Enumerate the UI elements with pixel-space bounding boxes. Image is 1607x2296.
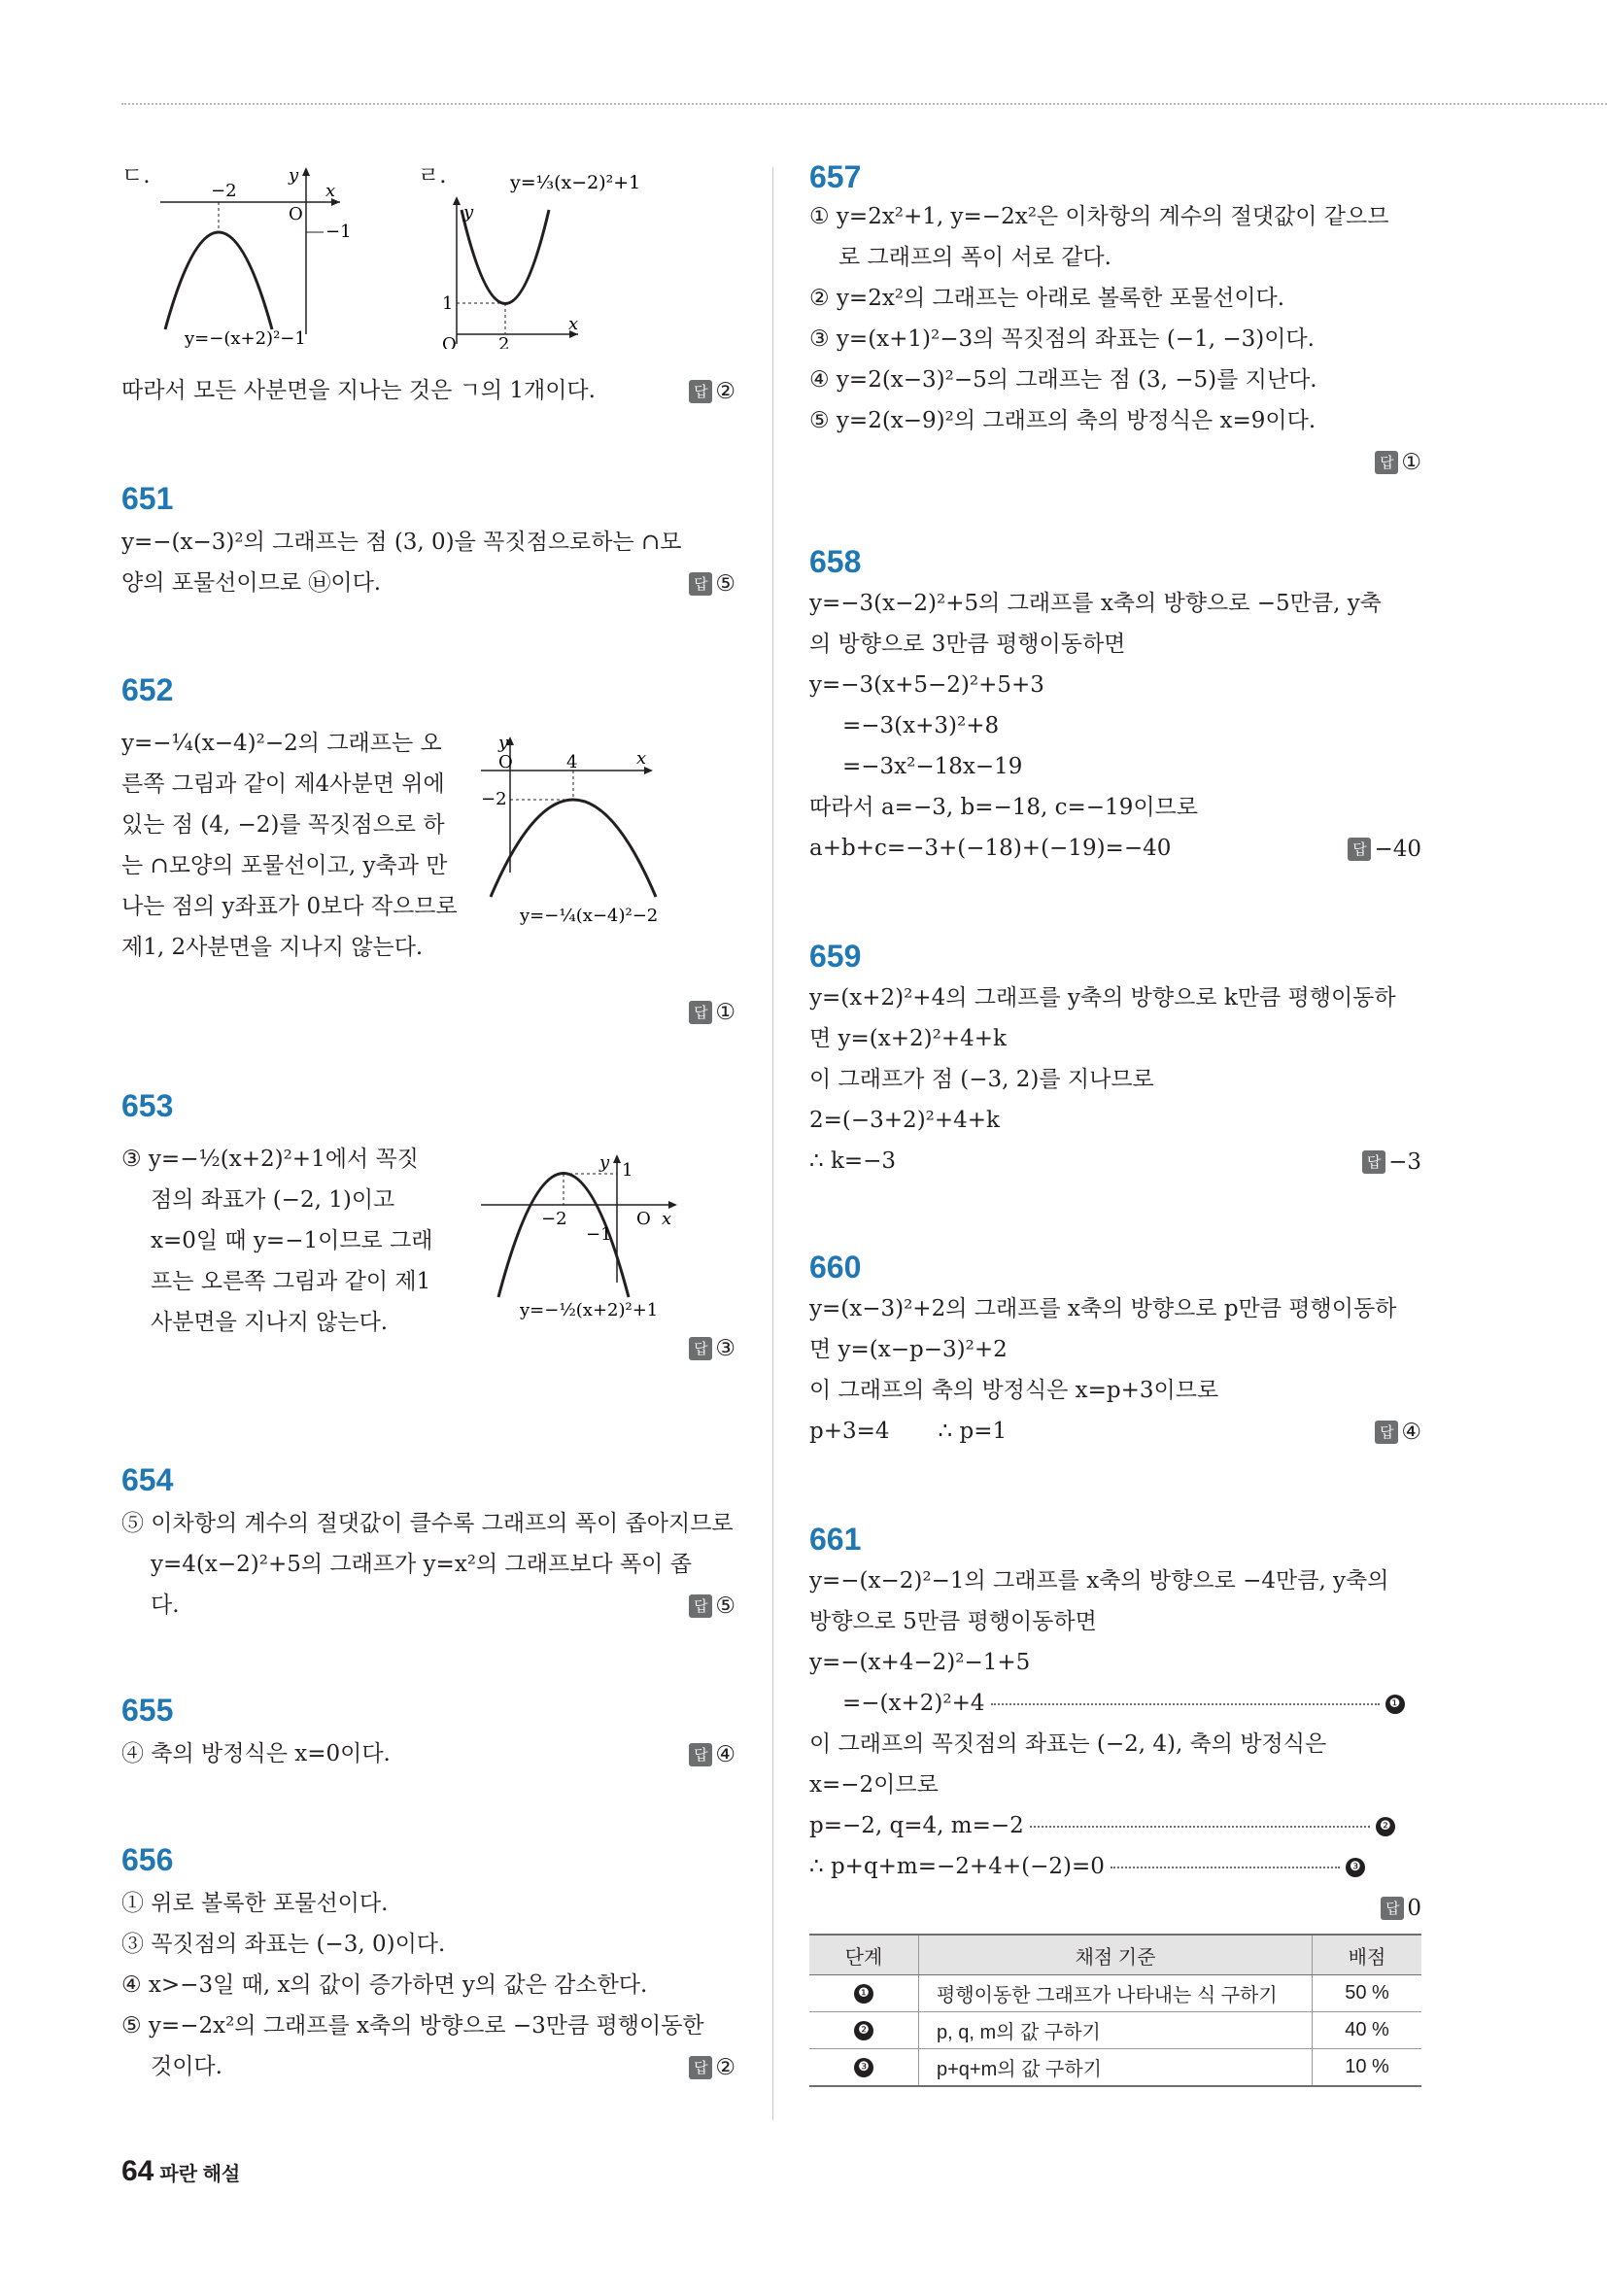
text-line: ① 위로 볼록한 포물선이다. — [121, 1891, 389, 1916]
text-line: y=(x−3)²+2의 그래프를 x축의 방향으로 p만큼 평행이동하 — [809, 1296, 1397, 1321]
text-line: p=−2, q=4, m=−2 ❷ — [809, 1805, 1421, 1846]
answer: 답 ④ — [689, 1733, 735, 1775]
graph-652 — [481, 727, 734, 926]
grading-table — [809, 1934, 1421, 2087]
text-line: y=−3(x+5−2)²+5+3 — [809, 672, 1044, 698]
answer: 답 ③ — [689, 1327, 735, 1369]
text-line: ④ x>−3일 때, x의 값이 증가하면 y의 값은 감소한다. — [121, 1972, 648, 1998]
text-line: y=−(x+4−2)²−1+5 — [809, 1650, 1031, 1675]
answer: 답 ⑤ — [689, 563, 735, 604]
table-row — [809, 2049, 1421, 2087]
graph-r — [442, 159, 743, 349]
origin-label: O — [636, 1209, 651, 1229]
tick-x: 4 — [566, 752, 578, 772]
problem-number: 654 — [121, 1462, 174, 1497]
problem-651 — [121, 479, 735, 603]
text-line: ③ 꼭짓점의 좌표는 (−3, 0)이다. — [121, 1932, 446, 1957]
text-line: y=−¼(x−4)²−2의 그래프는 오 — [121, 731, 442, 756]
tick-y-2: −1 — [586, 1224, 612, 1245]
origin-label: O — [442, 334, 457, 349]
problem-653 — [121, 1086, 735, 1361]
graph-652-equation: y=−¼(x−4)²−2 — [520, 906, 659, 926]
problem-number: 659 — [809, 939, 862, 974]
answer-icon: 답 — [689, 2056, 712, 2079]
text-line: x=−2이므로 — [809, 1772, 939, 1798]
answer: 답 ① — [689, 991, 735, 1033]
problem-650-conclusion — [121, 370, 735, 411]
graph-r-label: ㄹ. — [418, 163, 447, 188]
step-cell: ❸ — [809, 2049, 919, 2087]
top-dotted-rule — [121, 103, 1607, 105]
text-line: 양의 포물선이므로 ㉥이다. — [121, 570, 382, 596]
text-line: 방향으로 5만큼 평행이동하면 — [809, 1609, 1097, 1634]
answer: 답 ① — [1375, 441, 1421, 483]
text-line: 면 y=(x+2)²+4+k — [809, 1026, 1007, 1051]
text-line: ⑤ y=−2x²의 그래프를 x축의 방향으로 −3만큼 평행이동한 — [121, 2013, 704, 2039]
text-line: 점의 좌표가 (−2, 1)이고 — [151, 1187, 395, 1213]
step-2-marker: ❷ — [1376, 1817, 1395, 1836]
answer-icon: 답 — [689, 1743, 712, 1766]
text-line: ① y=2x²+1, y=−2x²은 이차항의 계수의 절댓값이 같으므 — [809, 204, 1389, 229]
answer-icon: 답 — [1381, 1897, 1404, 1920]
axis-y-label: y — [289, 165, 299, 186]
left-column — [121, 155, 735, 2147]
text-line: 로 그래프의 폭이 서로 같다. — [838, 245, 1111, 270]
text-line: =−3x²−18x−19 — [842, 754, 1023, 779]
tick-y-1: 1 — [622, 1160, 633, 1181]
column-header: 채점 기준 — [919, 1935, 1313, 1975]
text-line: y=(x+2)²+4의 그래프를 y축의 방향으로 k만큼 평행이동하 — [809, 985, 1396, 1011]
answer-icon: 답 — [1375, 451, 1398, 474]
criterion-cell: 평행이동한 그래프가 나타내는 식 구하기 — [919, 1975, 1313, 2012]
text-line: ③ y=(x+1)²−3의 꼭짓점의 좌표는 (−1, −3)이다. — [809, 326, 1315, 352]
problem-number: 652 — [121, 672, 174, 707]
axis-x-label: x — [325, 181, 336, 201]
text-line: ∴ k=−3 — [809, 1148, 897, 1174]
text-line: y=4(x−2)²+5의 그래프가 y=x²의 그래프보다 폭이 좁 — [151, 1552, 692, 1577]
problem-number: 655 — [121, 1693, 174, 1728]
text-line: 따라서 a=−3, b=−18, c=−19이므로 — [809, 795, 1198, 820]
problem-654 — [121, 1460, 735, 1626]
graph-d-label: ㄷ. — [121, 163, 151, 188]
problem-657 — [809, 157, 1421, 475]
parabola-652 — [491, 800, 656, 897]
text-line: 사분면을 지나지 않는다. — [151, 1310, 389, 1335]
text-line: ③ y=−½(x+2)²+1에서 꼭짓 — [121, 1147, 419, 1172]
score-cell: 10 % — [1313, 2049, 1422, 2087]
tick-y: −2 — [481, 789, 507, 809]
text-line: =−(x+2)²+4 ❶ — [809, 1683, 1421, 1724]
axis-x-label: x — [636, 748, 647, 769]
text-line: 2=(−3+2)²+4+k — [809, 1108, 1000, 1133]
text-line: 이 그래프의 꼭짓점의 좌표는 (−2, 4), 축의 방정식은 — [809, 1731, 1327, 1757]
axis-y-label: y — [599, 1152, 610, 1173]
criterion-cell: p+q+m의 값 구하기 — [919, 2049, 1313, 2087]
page-footer-title: 파란 해설 — [159, 2164, 241, 2185]
answer-icon: 답 — [689, 572, 712, 596]
answer: 답 −40 — [1348, 828, 1421, 870]
problem-656 — [121, 1840, 735, 2087]
text-line: 나는 점의 y좌표가 0보다 작으므로 — [121, 894, 458, 919]
column-header: 배점 — [1313, 1935, 1422, 1975]
text-line: 면 y=(x−p−3)²+2 — [809, 1337, 1008, 1362]
problem-number: 656 — [121, 1842, 174, 1877]
problem-659 — [809, 937, 1421, 1182]
problem-number: 660 — [809, 1250, 862, 1285]
graph-653 — [481, 1147, 734, 1321]
problem-number: 657 — [809, 159, 862, 194]
text-line: 따라서 모든 사분면을 지나는 것은 ㄱ의 1개이다. — [121, 378, 596, 403]
text-line: 것이다. — [151, 2054, 222, 2079]
step-cell: ❷ — [809, 2012, 919, 2049]
text-line: 제1, 2사분면을 지나지 않는다. — [121, 935, 424, 960]
tick-x: 2 — [498, 334, 510, 349]
step-1-marker: ❶ — [1385, 1695, 1405, 1714]
answer: 답 0 — [1381, 1887, 1421, 1929]
graph-d — [151, 159, 462, 349]
problem-number: 651 — [121, 481, 174, 516]
table-row — [809, 1975, 1421, 2012]
text-line: =−3(x+3)²+8 — [842, 713, 1000, 738]
problem-655 — [121, 1691, 735, 1774]
step-3-marker: ❸ — [1346, 1858, 1365, 1877]
problem-number: 658 — [809, 544, 862, 579]
origin-label: O — [498, 752, 513, 772]
text-line: ⑤ 이차항의 계수의 절댓값이 클수록 그래프의 폭이 좁아지므로 — [121, 1511, 734, 1536]
text-line: 른쪽 그림과 같이 제4사분면 위에 — [121, 771, 445, 797]
problem-660 — [809, 1248, 1421, 1452]
table-header-row — [809, 1935, 1421, 1975]
answer-icon: 답 — [1375, 1421, 1398, 1444]
score-cell: 40 % — [1313, 2012, 1422, 2049]
answer-icon: 답 — [689, 1337, 712, 1360]
parabola-r — [462, 210, 549, 304]
text-line: 프는 오른쪽 그림과 같이 제1 — [151, 1269, 431, 1294]
text-line: x=0일 때 y=−1이므로 그래 — [151, 1228, 433, 1253]
graph-r-equation: y=⅓(x−2)²+1 — [510, 172, 641, 193]
score-cell: 50 % — [1313, 1975, 1422, 2012]
tick-x: −2 — [211, 181, 237, 201]
tick-y: 1 — [442, 293, 454, 314]
criterion-cell: p, q, m의 값 구하기 — [919, 2012, 1313, 2049]
text-line: 의 방향으로 3만큼 평행이동하면 — [809, 632, 1126, 657]
page-footer — [121, 2155, 240, 2188]
answer: 답 ② — [689, 370, 735, 412]
text-line: y=−3(x−2)²+5의 그래프를 x축의 방향으로 −5만큼, y축 — [809, 591, 1382, 616]
page-number: 64 — [121, 2155, 154, 2187]
text-line: ④ y=2(x−3)²−5의 그래프는 점 (3, −5)를 지난다. — [809, 367, 1317, 393]
text-line: 는 ∩모양의 포물선이고, y축과 만 — [121, 853, 448, 878]
answer-icon: 답 — [1348, 838, 1371, 861]
problem-number: 661 — [809, 1522, 862, 1557]
answer-icon: 답 — [1362, 1150, 1385, 1174]
text-line: ④ 축의 방정식은 x=0이다. — [121, 1741, 391, 1766]
text-line: ⑤ y=2(x−9)²의 그래프의 축의 방정식은 x=9이다. — [809, 408, 1316, 433]
answer-icon: 답 — [689, 1594, 712, 1618]
table-row — [809, 2012, 1421, 2049]
column-divider — [772, 167, 773, 2120]
text-line: 이 그래프가 점 (−3, 2)를 지나므로 — [809, 1067, 1154, 1092]
axis-x-label: x — [662, 1209, 672, 1229]
graph-653-equation: y=−½(x+2)²+1 — [520, 1300, 659, 1320]
problem-652 — [121, 670, 735, 1025]
answer: 답 ② — [689, 2046, 735, 2088]
problem-number: 653 — [121, 1088, 174, 1123]
answer-icon: 답 — [689, 380, 712, 403]
tick-y: −1 — [325, 222, 352, 242]
axis-x-label: x — [568, 314, 579, 334]
origin-label: O — [289, 204, 303, 224]
axis-y-label: y — [463, 202, 474, 223]
right-column — [809, 155, 1421, 2147]
axis-y-label: y — [498, 733, 509, 753]
text-line: y=−(x−2)²−1의 그래프를 x축의 방향으로 −4만큼, y축의 — [809, 1568, 1389, 1593]
text-line: p+3=4 ∴ p=1 — [809, 1419, 1008, 1444]
answer: 답 ④ — [1375, 1411, 1421, 1453]
column-header: 단계 — [809, 1935, 919, 1975]
text-line: ② y=2x²의 그래프는 아래로 볼록한 포물선이다. — [809, 286, 1285, 311]
graph-d-equation: y=−(x+2)²−1 — [185, 328, 306, 349]
answer: 답 −3 — [1362, 1141, 1421, 1182]
problem-658 — [809, 542, 1421, 869]
parabola-d — [165, 232, 272, 329]
text-line: ∴ p+q+m=−2+4+(−2)=0 ❸ — [809, 1846, 1421, 1887]
problem-661 — [809, 1520, 1421, 1921]
answer-icon: 답 — [689, 1001, 712, 1024]
text-line: y=−(x−3)²의 그래프는 점 (3, 0)을 꼭짓점으로하는 ∩모 — [121, 530, 682, 555]
step-cell: ❶ — [809, 1975, 919, 2012]
text-line: a+b+c=−3+(−18)+(−19)=−40 — [809, 836, 1172, 861]
text-line: 있는 점 (4, −2)를 꼭짓점으로 하 — [121, 812, 445, 838]
tick-x: −2 — [541, 1209, 567, 1229]
answer: 답 ⑤ — [689, 1585, 735, 1627]
text-line: 이 그래프의 축의 방정식은 x=p+3이므로 — [809, 1378, 1219, 1403]
text-line: 다. — [151, 1593, 180, 1618]
